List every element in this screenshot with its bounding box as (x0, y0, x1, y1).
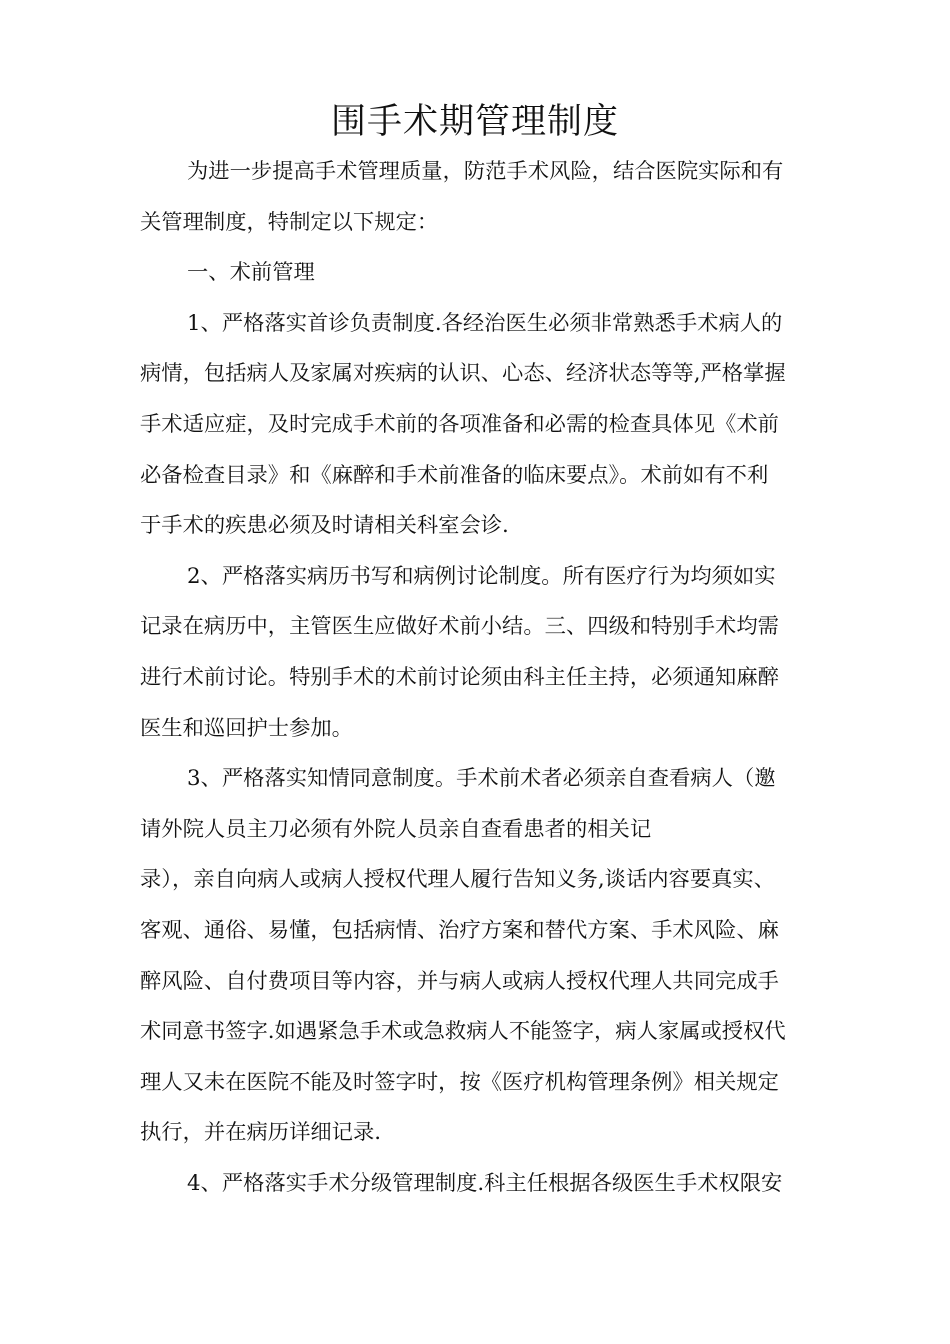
paragraph-line: 手术适应症，及时完成手术前的各项准备和必需的检查具体见《术前 (140, 411, 779, 437)
paragraph-line: 4、严格落实手术分级管理制度.科主任根据各级医生手术权限安 (187, 1170, 783, 1196)
paragraph-line: 关管理制度，特制定以下规定： (140, 209, 439, 235)
paragraph-line: 执行，并在病历详细记录. (140, 1120, 382, 1146)
document-body (140, 147, 830, 1209)
paragraph-line: 请外院人员主刀必须有外院人员亲自查看患者的相关记 (140, 816, 652, 842)
paragraph-line: 于手术的疾患必须及时请相关科室会诊. (140, 513, 509, 539)
paragraph-line: 录），亲自向病人或病人授权代理人履行告知义务,谈话内容要真实、 (140, 867, 776, 893)
paragraph-line: 病情，包括病人及家属对疾病的认识、心态、经济状态等等,严格掌握 (140, 361, 786, 387)
paragraph-line: 医生和巡回护士参加。 (140, 715, 353, 741)
paragraph-line: 1、严格落实首诊负责制度.各经治医生必须非常熟悉手术病人的 (187, 310, 783, 336)
paragraph-line: 记录在病历中，主管医生应做好术前小结。三、四级和特别手术均需 (140, 614, 779, 640)
paragraph-line: 3、严格落实知情同意制度。手术前术者必须亲自查看病人（邀 (187, 766, 776, 792)
paragraph-line: 进行术前讨论。特别手术的术前讨论须由科主任主持，必须通知麻醉 (140, 664, 779, 690)
paragraph-line: 2、严格落实病历书写和病例讨论制度。所有医疗行为均须如实 (187, 563, 776, 589)
document-title: 围手术期管理制度 (330, 102, 619, 142)
section-heading: 一、术前管理 (187, 260, 315, 286)
paragraph-line: 客观、通俗、易懂，包括病情、治疗方案和替代方案、手术风险、麻 (140, 917, 779, 943)
paragraph-line: 必备检查目录》和《麻醉和手术前准备的临床要点》。术前如有不利 (140, 462, 769, 488)
paragraph-line: 为进一步提高手术管理质量，防范手术风险，结合医院实际和有 (187, 159, 784, 184)
paragraph-line: 醉风险、自付费项目等内容，并与病人或病人授权代理人共同完成手 (140, 968, 779, 994)
paragraph-line: 术同意书签字.如遇紧急手术或急救病人不能签字，病人家属或授权代 (140, 1019, 786, 1045)
paragraph-line: 理人又未在医院不能及时签字时，按《医疗机构管理条例》相关规定 (140, 1069, 779, 1095)
